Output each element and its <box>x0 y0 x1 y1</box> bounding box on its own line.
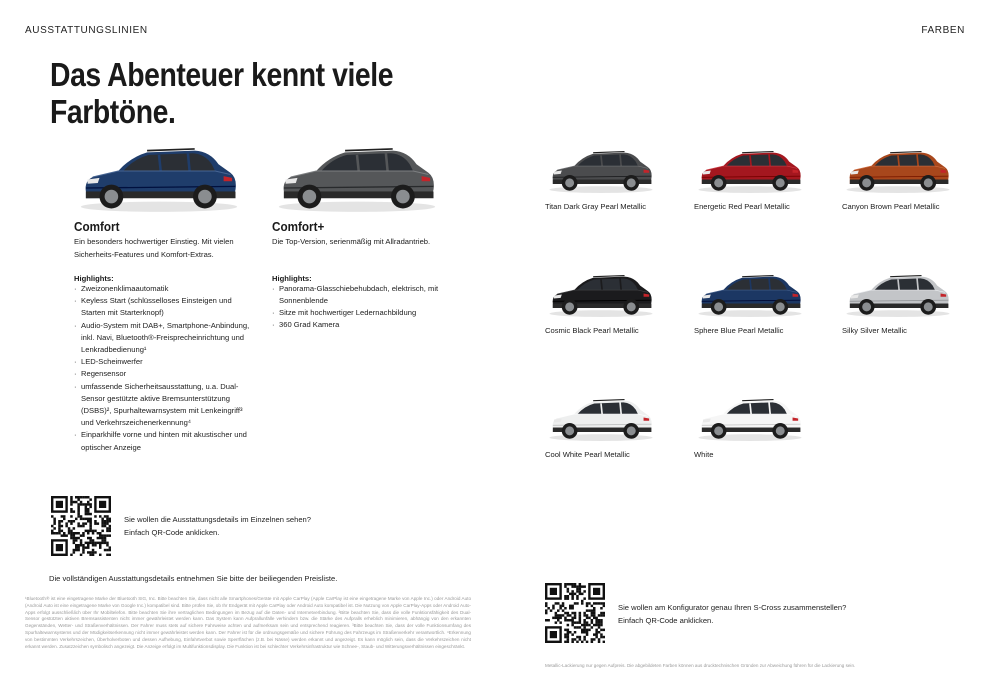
color-swatch-item <box>694 266 824 335</box>
section-label-trims: AUSSTATTUNGSLINIEN <box>25 25 148 36</box>
color-name: Titan Dark Gray Pearl Metallic <box>545 202 646 211</box>
highlight-item: · 360 Grad Kamera <box>272 319 444 331</box>
car-color-image <box>545 142 675 198</box>
color-swatch-item <box>545 266 675 335</box>
color-footnote: Metallic-Lackierung nur gegen Aufpreis. Die abgebildeten Farben können aus drucktechnischen Gründen zur Abweichung führen für die Lackierung sein. <box>545 663 856 668</box>
headline-line-1: Das Abenteuer kennt viele <box>50 56 394 93</box>
highlight-item: · umfassende Sicherheitsausstattung, u.a. Dual-Sensor gestützte aktive Bremsunterstützung (DSBS)², Spurhaltewarnsystem mit Lenkeingriff³ und Verkehrszeichenerkennung⁴ <box>74 381 252 430</box>
car-color-image <box>545 390 675 446</box>
color-name: Cosmic Black Pearl Metallic <box>545 326 639 335</box>
color-swatch-item <box>842 266 972 335</box>
highlights-list-comfort <box>74 283 252 454</box>
color-name: Cool White Pearl Metallic <box>545 450 630 459</box>
trim-comfort <box>74 138 249 454</box>
qr-code-configurator[interactable] <box>545 583 605 643</box>
color-swatch-item <box>545 142 675 211</box>
color-swatch-item <box>545 390 675 459</box>
car-color-image <box>694 390 824 446</box>
color-name: White <box>694 450 714 459</box>
car-color-image <box>842 266 972 322</box>
car-color-image <box>545 266 675 322</box>
qr-text-configurator <box>618 602 846 627</box>
highlight-item: · Keyless Start (schlüsselloses Einsteigen und Starten mit Starterknopf) <box>74 295 252 319</box>
section-label-colors: FARBEN <box>921 25 965 36</box>
trim-title-comfort: Comfort <box>74 219 120 234</box>
highlight-item: · Zweizonenklimaautomatik <box>74 283 252 295</box>
color-name: Canyon Brown Pearl Metallic <box>842 202 940 211</box>
car-image-comfort-plus <box>272 138 447 216</box>
highlights-label-comfort: Highlights: <box>74 274 114 283</box>
highlight-item: · LED-Scheinwerfer <box>74 356 252 368</box>
qr-text-line-1: Sie wollen die Ausstattungsdetails im Einzelnen sehen? <box>124 515 312 524</box>
color-swatch-item <box>842 142 972 211</box>
car-image-comfort <box>74 138 249 216</box>
trim-desc-comfort: Ein besonders hochwertiger Einstieg. Mit vielen Sicherheits-Features und Komfort-Extras. <box>74 237 234 259</box>
trim-title-comfort-plus: Comfort+ <box>272 219 325 234</box>
car-color-image <box>694 142 824 198</box>
trim-comfort-plus <box>272 138 447 331</box>
highlight-item: · Panorama-Glasschiebehubdach, elektrisch, mit Sonnenblende <box>272 283 444 307</box>
qr-text-line-2: Einfach QR-Code anklicken. <box>124 527 220 537</box>
highlight-item: · Regensensor <box>74 368 252 380</box>
car-color-image <box>842 142 972 198</box>
highlight-item: · Einparkhilfe vorne und hinten mit akustischer und optischer Anzeige <box>74 429 252 453</box>
highlight-item: · Audio-System mit DAB+, Smartphone-Anbindung, inkl. Navi, Bluetooth®-Freisprecheinrichtung und Lenkradbedienung¹ <box>74 320 252 357</box>
footnotes: ¹Bluetooth® ist eine eingetragene Marke der Bluetooth SIG, Inc. Bitte beachten Sie, dass nicht alle Smartphones/Geräte mit Apple CarPlay (Apple CarPlay ist eine eingetragene Marke von Apple Inc.) oder Android Auto (Android Auto ist eine eingetragene Marke von Google Inc.) kompatibel sind. Bitte prüfen Sie, ob Ihr Endgerät mit Apple CarPlay oder Android Auto kompatibel ist. Die Nutzung von Apple CarPlay-Apps oder Android Auto-Apps erfolgt ausschließlich über Ihr Mobiltelefon. Bitte beachten Sie ihre vertraglichen Bedingungen im Bezug auf die Daten- und Internetverbindung. ²Bitte beachten Sie, dass die volle Funktionsfähigkeit des Dual-Sensor gestützten aktiven Bremsassistenten nicht immer gewährleistet werden kann. Das System kann Aufprallunfälle verhindern bzw. die Stärke des Aufpralls erheblich minimieren, abhängig von den erkannten Gegenständen, Wetter- und Straßenverhältnissen. Der Fahrer muss stets auf sichere Fahrweise achten und aufmerksam sein und entsprechend reagieren. ³Bitte beachten Sie, dass der volle Funktionsumfang des Spurhaltewarnsystems und der Müdigkeitserkennung nicht immer gewährleistet werden kann. Der Fahrer ist für die ordnungsgemäße und sichere Führung des Fahrzeugs im Straßenverkehr verantwortlich. ⁴Erkennung von bestimmten Verkehrszeichen, Überholverboten und dessen Aufhebung, Einfahrtverbot sowie Sperrflächen (z.B. bei Nässe) werden erkannt und angezeigt. Es kann möglich sein, dass die Verkehrszeichen nicht erkannt werden. Zusatzzeichen symbolisch angezeigt. Die Anzeige erfolgt im Multifunktionsdisplay. Die Funktion ist bei schlechter Verkehrsinfrastruktur wie Schnee-, Staub- und Witterungsverhältnissen eingeschränkt. <box>25 596 471 649</box>
page-headline <box>50 56 411 130</box>
qr-text-line-2: Einfach QR-Code anklicken. <box>618 615 714 625</box>
price-list-note: Die vollständigen Ausstattungsdetails entnehmen Sie bitte der beiliegenden Preisliste. <box>49 574 338 583</box>
highlight-item: · Sitze mit hochwertiger Ledernachbildung <box>272 307 444 319</box>
car-color-image <box>694 266 824 322</box>
color-swatch-item <box>694 142 824 211</box>
qr-text-line-1: Sie wollen am Konfigurator genau Ihren S-Cross zusammenstellen? <box>618 603 847 612</box>
qr-code-equipment[interactable] <box>51 496 111 556</box>
highlights-list-comfort-plus <box>272 283 444 332</box>
color-name: Sphere Blue Pearl Metallic <box>694 326 784 335</box>
headline-line-2: Farbtöne. <box>50 93 176 130</box>
qr-text-equipment <box>124 514 311 539</box>
color-name: Silky Silver Metallic <box>842 326 907 335</box>
trim-desc-comfort-plus: Die Top-Version, serienmäßig mit Allradantrieb. <box>272 237 431 246</box>
color-swatch-item <box>694 390 824 459</box>
highlights-label-comfort-plus: Highlights: <box>272 273 312 283</box>
color-name: Energetic Red Pearl Metallic <box>694 202 790 211</box>
